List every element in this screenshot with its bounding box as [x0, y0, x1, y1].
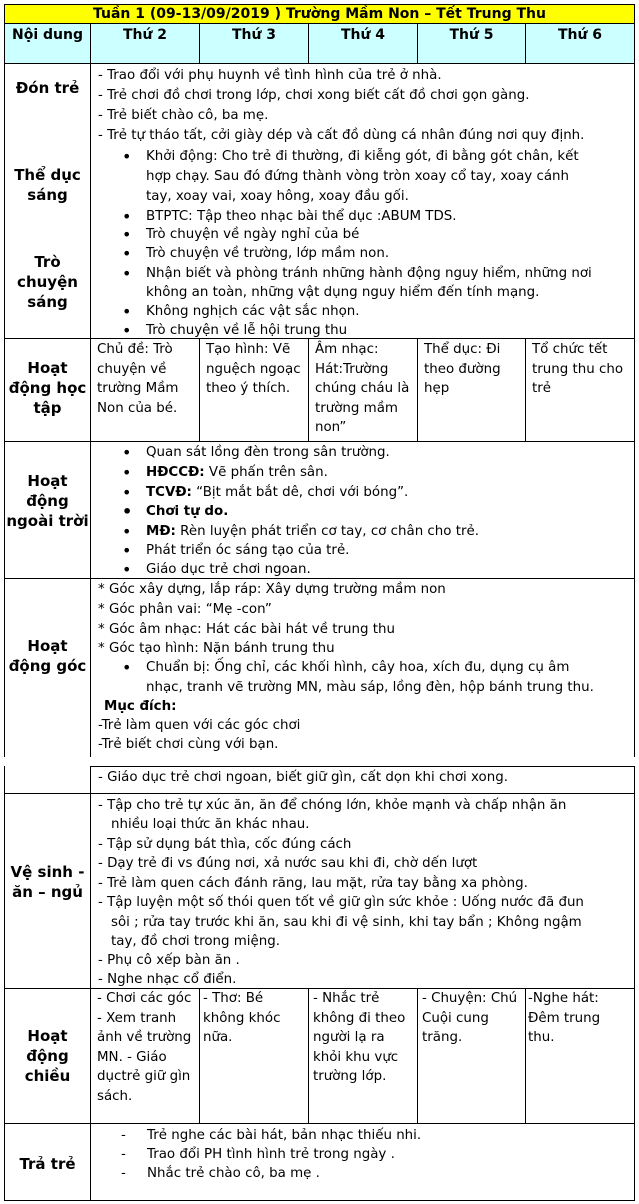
- text-line: - Tập sử dụng bát thìa, cốc đúng cách: [98, 837, 352, 852]
- ngoai-troi-content: [90, 441, 635, 579]
- header-thu-4: Thứ 4: [308, 23, 418, 64]
- label-hoat-dong-hoc-tap: Hoạt động học tập: [8, 359, 87, 417]
- text-line: - Trẻ biết chào cô, ba mẹ.: [98, 108, 269, 123]
- label-hoat-dong-chieu: Hoạt động chiều: [24, 1027, 71, 1085]
- text-line: không an toàn, những vật dụng nguy hiểm đến tính mạng.: [146, 285, 540, 300]
- text-line: -Trẻ làm quen với các góc chơi: [98, 718, 301, 733]
- hoc-tap-thu-4: Âm nhạc: Hát:Trường chúng cháu là trường mầm non”: [308, 338, 418, 442]
- bullet-item: • Khởi động: Cho trẻ đi thường, đi kiễng gót, đi bằng gót chân, kết: [146, 147, 634, 167]
- text-tcvd: “Bịt mắt bắt dê, chơi với bóng”.: [191, 485, 409, 500]
- bullet-item: • Nhận biết và phòng tránh những hành động nguy hiểm, những nơi: [146, 264, 634, 284]
- chieu-thu-6: -Nghe hát: Đêm trung thu.: [525, 988, 635, 1124]
- bullet-item: • BTPTC: Tập theo nhạc bài thể dục :ABUM TDS.: [146, 207, 634, 227]
- tra-tre-content: [90, 1123, 635, 1201]
- text-line: nhiều loại thức ăn khác nhau.: [111, 817, 310, 832]
- text-line: - Phụ cô xếp bàn ăn .: [98, 953, 240, 968]
- label-tro-chuyen-sang: Trò chuyện sáng: [17, 253, 78, 311]
- text-line: Trao đổi PH tình hình trẻ trong ngày .: [147, 1147, 395, 1162]
- label-don-tre: Đón trẻ: [15, 79, 80, 97]
- text-line: tay, đồ chơi trong miệng.: [111, 934, 281, 949]
- text-line: * Góc phân vai: “Mẹ -con”: [98, 602, 272, 617]
- dash-marker: -: [121, 1166, 126, 1181]
- bullet-item: • Không nghịch các vật sắc nhọn.: [146, 302, 634, 322]
- text-line: - Dạy trẻ đi vs đúng nơi, xả nước sau khi đi, chờ dến lượt: [98, 856, 478, 871]
- dash-marker: -: [121, 1128, 126, 1143]
- label-the-duc-sang: Thể dục sáng: [14, 166, 81, 204]
- label-cell-morning: [4, 63, 91, 339]
- text-md: Rèn luyện phát triển cơ tay, cơ chân cho trẻ.: [175, 524, 479, 539]
- label-hoat-dong-goc: Hoạt động góc: [8, 637, 87, 675]
- text-line: - Trao đổi với phụ huynh về tình hình của trẻ ở nhà.: [98, 68, 442, 83]
- bullet-item: • Trò chuyện về lễ hội trung thu: [146, 321, 634, 341]
- bullet-item: • Trò chuyện về trường, lớp mầm non.: [146, 244, 634, 264]
- hoc-tap-thu-5: Thể dục: Đi theo đường hẹp: [417, 338, 526, 442]
- chieu-thu-5: - Chuyện: Chú Cuội cung trăng.: [417, 988, 526, 1124]
- text-hdccd: Vẽ phấn trên sân.: [204, 465, 328, 480]
- text-line: nhạc, tranh vẽ trường MN, màu sáp, lồng đèn, hộp bánh trung thu.: [146, 680, 594, 695]
- text-line: -Trẻ biết chơi cùng với bạn.: [98, 737, 279, 752]
- chieu-thu-2: - Chơi các góc - Xem tranh ảnh về trường MN. - Giáo dụctrẻ giữ gìn sách.: [90, 988, 200, 1124]
- text-line: - Nghe nhạc cổ điển.: [98, 972, 237, 987]
- text-line: - Tập luyện một số thói quen tốt về giữ gìn sức khỏe : Uống nước đã đun: [98, 895, 584, 910]
- header-thu-6: Thứ 6: [525, 23, 635, 64]
- text-line: - Trẻ tự tháo tất, cởi giày dép và cất đồ dùng cá nhân đúng nơi quy định.: [98, 128, 585, 143]
- label-hoat-dong-ngoai-troi: Hoạt động ngoài trời: [6, 472, 89, 530]
- text-line: Trẻ nghe các bài hát, bản nhạc thiếu nhi.: [147, 1128, 422, 1143]
- text-line: sôi ; rửa tay trước khi ăn, sau khi đi vệ sinh, khi tay bẩn ; Không ngậm: [111, 915, 582, 930]
- bullet-item: [146, 463, 634, 483]
- bullet-item: [146, 522, 634, 542]
- hoc-tap-thu-3: Tạo hình: Vẽ nguệch ngoạc theo ý thích.: [199, 338, 309, 442]
- morning-content: [90, 63, 635, 339]
- label-cell-tra-tre: [4, 1123, 91, 1201]
- header-noi-dung: Nội dung: [4, 23, 91, 64]
- bullet-item: • Chuẩn bị: Ống chỉ, các khối hình, cây hoa, xích đu, dụng cụ âm: [146, 658, 634, 678]
- page-title: Tuần 1 (09-13/09/2019 ) Trường Mầm Non – Tết Trung Thu: [4, 4, 635, 24]
- chieu-thu-3: - Thơ: Bé không khóc nữa.: [199, 988, 309, 1124]
- header-thu-2: Thứ 2: [90, 23, 200, 64]
- bullet-item: • Chơi tự do.: [146, 502, 634, 522]
- bullet-item: • Phát triển óc sáng tạo của trẻ.: [146, 541, 634, 561]
- text-line: * Góc âm nhạc: Hát các bài hát về trung thu: [98, 622, 395, 637]
- bullet-item: • Giáo dục trẻ chơi ngoan.: [146, 560, 634, 580]
- label-md: MĐ:: [146, 524, 176, 539]
- goc-content: [90, 578, 635, 758]
- hoc-tap-thu-2: Chủ đề: Trò chuyện về trường Mầm Non của bé.: [90, 338, 200, 442]
- goc-content-cont: [90, 766, 635, 794]
- text-line: tay, xoay vai, xoay hông, xoay đầu gối.: [146, 189, 409, 204]
- page-break: [0, 757, 639, 766]
- text-line: - Trẻ làm quen cách đánh răng, lau mặt, rửa tay bằng xa phòng.: [98, 876, 528, 891]
- label-cell-goc: [4, 578, 91, 758]
- ve-sinh-content: [90, 793, 635, 989]
- text-line: * Góc tạo hình: Nặn bánh trung thu: [98, 641, 335, 656]
- text-line: Nhắc trẻ chào cô, ba mẹ .: [147, 1166, 320, 1181]
- bullet-item: • Trò chuyện về ngày nghỉ của bé: [146, 225, 634, 245]
- dash-marker: -: [121, 1147, 126, 1162]
- label-tra-tre: Trả trẻ: [19, 1155, 76, 1173]
- label-cell-goc-cont: [4, 766, 91, 794]
- label-cell-ngoai-troi: [4, 441, 91, 579]
- header-thu-3: Thứ 3: [199, 23, 309, 64]
- label-hdccd: HĐCCĐ:: [146, 465, 205, 480]
- header-thu-5: Thứ 5: [417, 23, 526, 64]
- label-ve-sinh: Vệ sinh - ăn – ngủ: [10, 863, 85, 901]
- label-cell-hoc-tap: [4, 338, 91, 442]
- text-line: - Giáo dục trẻ chơi ngoan, biết giữ gìn, cất dọn khi chơi xong.: [98, 770, 508, 785]
- bullet-item: [146, 483, 634, 503]
- label-cell-chieu: [4, 988, 91, 1124]
- chieu-thu-4: - Nhắc trẻ không đi theo người lạ ra khỏi khu vực trường lớp.: [308, 988, 418, 1124]
- goc-muc-dich-heading: Mục đích:: [104, 699, 177, 714]
- text-line: - Trẻ chơi đồ chơi trong lớp, chơi xong biết cất đồ chơi gọn gàng.: [98, 88, 530, 103]
- text-line: - Tập cho trẻ tự xúc ăn, ăn để chóng lớn, khỏe mạnh và chấp nhận ăn: [98, 798, 567, 813]
- text-line: * Góc xây dựng, lắp ráp: Xây dựng trường mầm non: [98, 582, 446, 597]
- bullet-item: • Quan sát lồng đèn trong sân trường.: [146, 443, 634, 463]
- hoc-tap-thu-6: Tổ chức tết trung thu cho trẻ: [525, 338, 635, 442]
- label-tcvd: TCVĐ:: [146, 485, 192, 500]
- text-line: hợp chạy. Sau đó đứng thành vòng tròn xoay cổ tay, xoay cánh: [146, 169, 570, 184]
- label-cell-ve-sinh: [4, 793, 91, 989]
